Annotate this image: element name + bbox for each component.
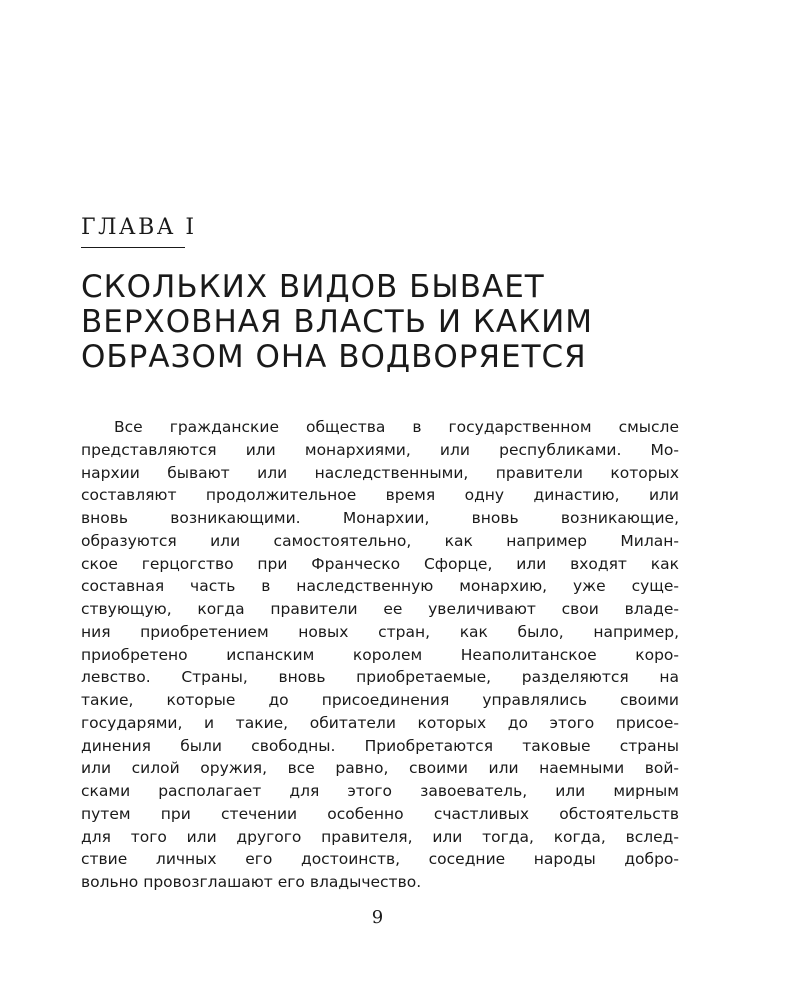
chapter-underline <box>81 247 185 248</box>
body-line: составная часть в наследственную монархию, уже суще- <box>81 577 679 596</box>
body-line: или силой оружия, все равно, своими или наемными вой- <box>81 759 679 778</box>
chapter-title <box>81 270 721 375</box>
body-line: левство. Страны, вновь приобретаемые, разделяются на <box>81 668 679 687</box>
body-line: вновь возникающими. Монархии, вновь возникающие, <box>81 509 679 527</box>
body-line: вольно провозглашают его владычество. <box>81 873 422 891</box>
body-line: для того или другого правителя, или тогда, когда, вслед- <box>81 827 679 846</box>
body-line: сками располагает для этого завоеватель, или мирным <box>81 782 679 800</box>
body-line: представляются или монархиями, или республиками. Мо- <box>81 440 679 459</box>
chapter-title-line: ОБРАЗОМ ОНА ВОДВОРЯЕТСЯ <box>81 339 587 375</box>
page-number: 9 <box>371 907 384 928</box>
body-line: Все гражданские общества в государственном смысле <box>114 418 679 436</box>
body-line: ствие личных его достоинств, соседние народы добро- <box>81 850 679 869</box>
body-line: путем при стечении особенно счастливых обстоятельств <box>81 804 679 823</box>
chapter-label: ГЛАВА I <box>81 215 197 240</box>
body-line: образуются или самостоятельно, как например Милан- <box>81 531 679 550</box>
body-line: ское герцогство при Франческо Сфорце, или входят как <box>81 554 679 573</box>
chapter-title-line: СКОЛЬКИХ ВИДОВ БЫВАЕТ <box>81 269 545 305</box>
body-line: нархии бывают или наследственными, правители которых <box>81 463 679 482</box>
body-paragraph <box>81 416 679 894</box>
body-line: государями, и такие, обитатели которых до этого присое- <box>81 713 679 732</box>
body-line: такие, которые до присоединения управлялись своими <box>81 691 679 709</box>
chapter-title-line: ВЕРХОВНАЯ ВЛАСТЬ И КАКИМ <box>81 304 594 340</box>
body-line: составляют продолжительное время одну династию, или <box>81 486 679 505</box>
body-line: динения были свободны. Приобретаются таковые страны <box>81 736 679 755</box>
body-line: ния приобретением новых стран, как было, например, <box>81 622 679 641</box>
body-line: приобретено испанским королем Неаполитанское коро- <box>81 645 679 664</box>
body-line: ствующую, когда правители ее увеличивают свои владе- <box>81 600 679 618</box>
